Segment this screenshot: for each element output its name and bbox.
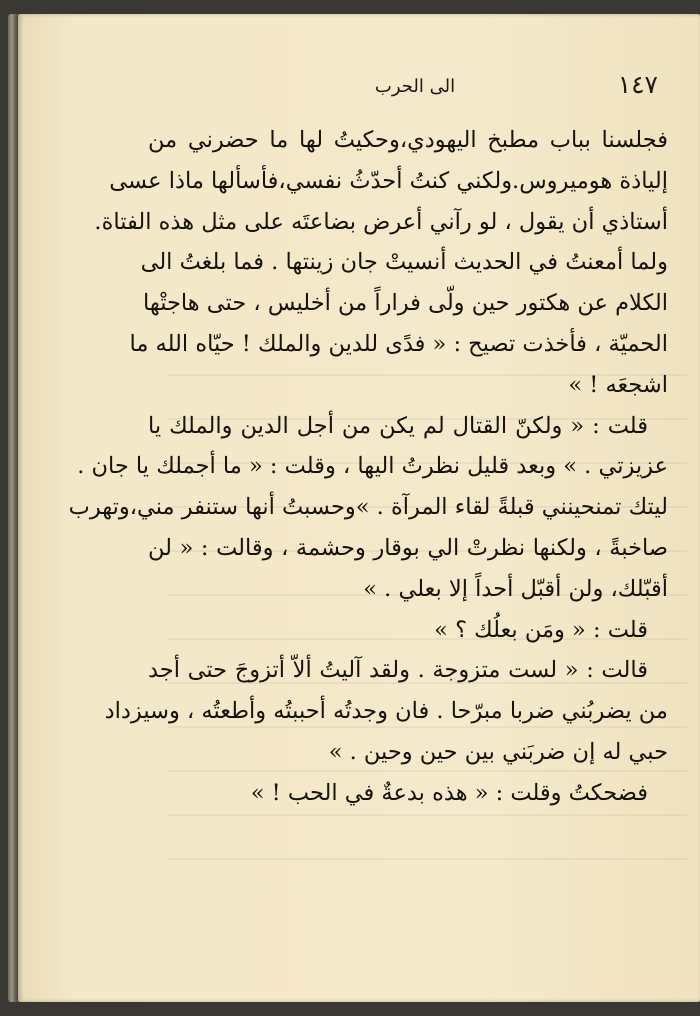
body-text	[68, 120, 668, 814]
text-line: من يضربُني ضربا مبرّحا . فان وجدتُه أحببتُه وأطعتُه ، وسيزداد	[104, 698, 668, 725]
text-line: أقبّلك، ولن أقبّل أحداً إلا بعلي . »	[363, 575, 668, 602]
page-number: ١٤٧	[617, 70, 658, 99]
text-line: اشجعَه ! »	[568, 371, 668, 398]
text-line: فجلسنا بباب مطبخ اليهودي،وحكيتُ لها ما حضرني من	[148, 127, 668, 153]
running-title: الى الحرب	[374, 76, 456, 97]
text-line: قلت : « ومَن بعلُك ؟ »	[434, 616, 648, 643]
text-line: إلياذة هوميروس.ولكني كنتُ أحدّثُ نفسي،فأسألها ماذا عسى	[109, 167, 668, 194]
book-fore-edge	[8, 14, 18, 1002]
text-line: الحميّة ، فأخذت تصيح : « فدًى للدين والملك ! حيّاه الله ما	[129, 330, 668, 357]
page-header	[150, 70, 658, 110]
text-line: الكلام عن هكتور حين ولّى فراراً من أخليس ، حتى هاجتْها	[143, 290, 668, 317]
text-line: أستاذي أن يقول ، لو رآني أعرض بضاعتَه على مثل هذه الفتاة.	[94, 208, 668, 235]
text-line: ليتك تمنحينني قبلةً لقاء المرآة . »وحسبتُ أنها ستنفر مني،وتهرب	[68, 494, 668, 521]
text-line: حبي له إن ضربَني بين حين وحين . »	[328, 738, 668, 765]
text-line: عزيزتي . » وبعد قليل نظرتُ اليها ، وقلت : « ما أجملك يا جان .	[77, 453, 668, 480]
text-line: قالت : « لست متزوجة . ولقد آليتُ ألاّ أتزوجَ حتى أجد	[148, 657, 648, 684]
text-line: ولما أمعنتُ في الحديث أنسيتْ جان زينتها . فما بلغتُ الى	[140, 249, 668, 276]
text-line: صاخبةً ، ولكنها نظرتْ الي بوقار وحشمة ، وقالت : « لن	[148, 534, 668, 561]
text-line: فضحكتُ وقلت : « هذه بدعةٌ في الحب ! »	[250, 779, 648, 806]
text-line: قلت : « ولكنّ القتال لم يكن من أجل الدين والملك يا	[148, 412, 648, 439]
